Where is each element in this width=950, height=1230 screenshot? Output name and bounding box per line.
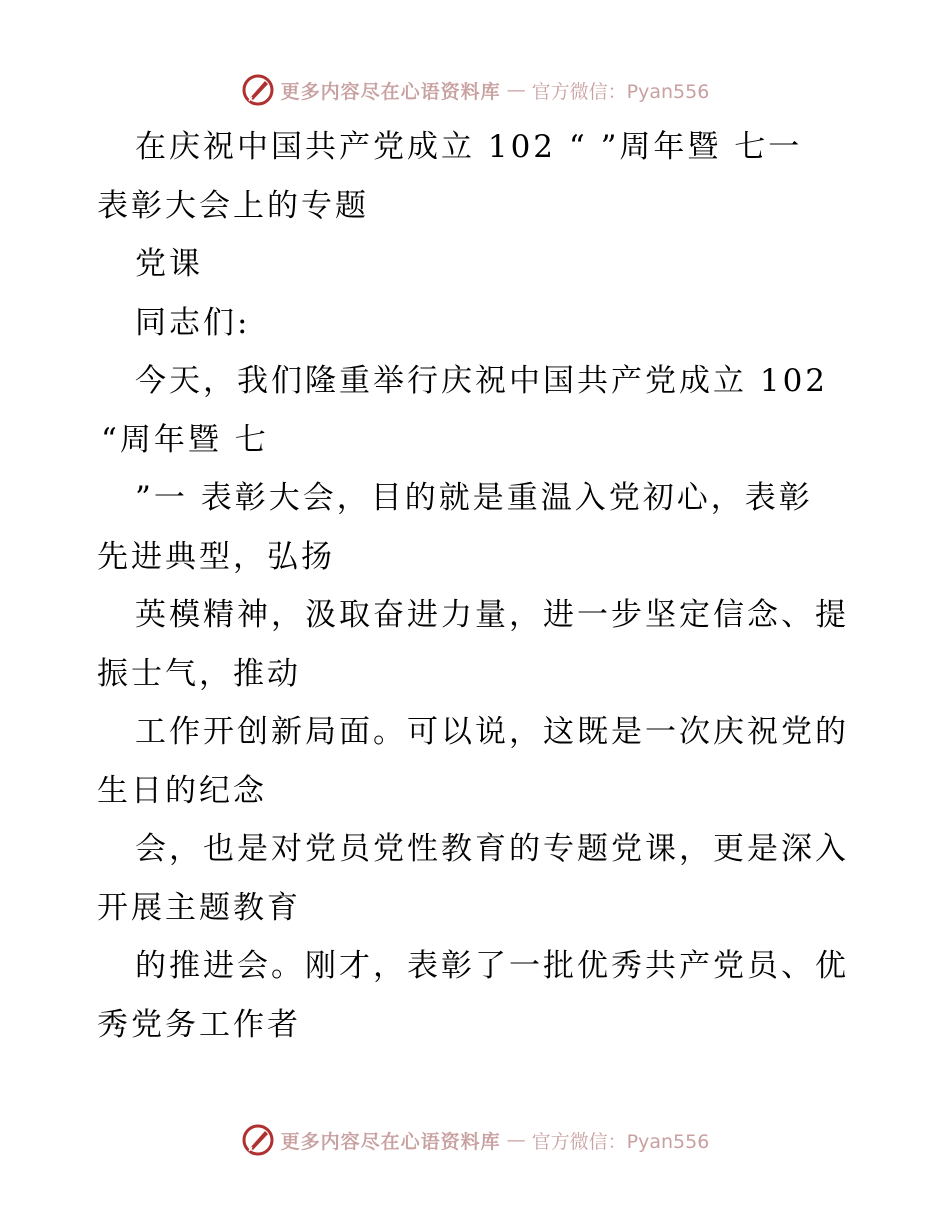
- paragraph-line: “周年暨 七: [101, 421, 269, 458]
- paragraph-line: 振士气，推动: [97, 655, 301, 692]
- header-dash: —: [506, 79, 526, 101]
- footer-dash: —: [506, 1129, 526, 1151]
- paragraph-line: 开展主题教育: [97, 889, 301, 926]
- header-slogan: 更多内容尽在心语资料库: [280, 80, 501, 103]
- paragraph-line: 今天，我们隆重举行庆祝中国共产党成立 102: [135, 363, 829, 399]
- footer-banner: [0, 1120, 950, 1160]
- quill-logo-icon: [241, 1123, 275, 1157]
- title-line-2: 表彰大会上的专题: [97, 187, 369, 224]
- title-line-1: 在庆祝中国共产党成立 102 “ ”周年暨 七一: [135, 129, 803, 165]
- subtitle-line: 党课: [135, 246, 203, 282]
- paragraph-line: ”一 表彰大会，目的就是重温入党初心，表彰: [135, 480, 813, 516]
- quill-logo-icon: [241, 73, 275, 107]
- footer-wechat: 官方微信：Pyan556: [531, 1130, 710, 1153]
- footer-slogan: 更多内容尽在心语资料库: [280, 1130, 501, 1153]
- paragraph-line: 英模精神，汲取奋进力量，进一步坚定信念、提: [135, 597, 849, 633]
- paragraph-line: 会，也是对党员党性教育的专题党课，更是深入: [135, 831, 849, 867]
- paragraph-line: 秀党务工作者: [97, 1006, 301, 1043]
- paragraph-line: 生日的纪念: [97, 772, 267, 809]
- paragraph-line: 的推进会。刚才，表彰了一批优秀共产党员、优: [135, 948, 849, 984]
- paragraph-line: 工作开创新局面。可以说，这既是一次庆祝党的: [135, 714, 849, 750]
- paragraph-line: 先进典型，弘扬: [97, 538, 335, 575]
- header-wechat: 官方微信：Pyan556: [531, 80, 710, 103]
- document-body: [97, 118, 867, 1054]
- salutation-line: 同志们:: [135, 304, 251, 341]
- header-banner: [0, 70, 950, 110]
